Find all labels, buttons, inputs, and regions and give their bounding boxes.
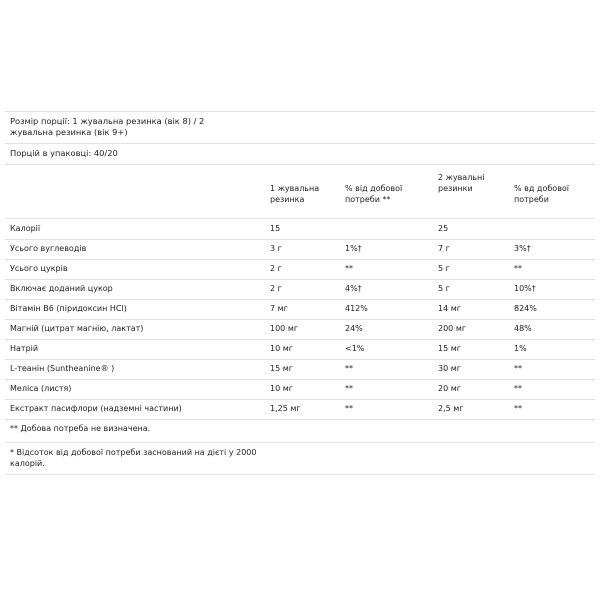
- row-name: L-теанін (Suntheanine® ): [10, 364, 115, 373]
- divider: [5, 319, 595, 320]
- row-amount-1: 100 мг: [270, 324, 299, 333]
- row-amount-2: 25: [438, 224, 449, 233]
- row-name: Меліса (листя): [10, 384, 72, 393]
- row-dv-1: 24%: [345, 324, 363, 333]
- footnote-no-dv: ** Добова потреба не визначена.: [10, 424, 151, 433]
- divider: [5, 218, 595, 219]
- row-name: Усього цукрів: [10, 264, 68, 273]
- row-amount-1: 1,25 мг: [270, 404, 301, 413]
- row-amount-1: 15 мг: [270, 364, 293, 373]
- row-amount-1: 7 мг: [270, 304, 288, 313]
- divider: [5, 164, 595, 165]
- divider: [5, 379, 595, 380]
- row-dv-2: **: [514, 404, 522, 413]
- row-dv-1: 412%: [345, 304, 368, 313]
- row-name: Екстракт пасифлори (надземні частини): [10, 404, 182, 413]
- row-amount-1: 10 мг: [270, 384, 293, 393]
- row-dv-2: 10%†: [514, 284, 536, 293]
- divider: [5, 419, 595, 420]
- row-dv-2: 824%: [514, 304, 537, 313]
- divider: [5, 442, 595, 443]
- row-dv-1: 1%†: [345, 244, 362, 253]
- row-amount-2: 20 мг: [438, 384, 461, 393]
- servings-per-container: Порцій в упаковці: 40/20: [10, 148, 118, 158]
- divider: [5, 143, 595, 144]
- divider: [5, 399, 595, 400]
- row-name: Калорії: [10, 224, 41, 233]
- row-dv-2: **: [514, 364, 522, 373]
- row-amount-2: 15 мг: [438, 344, 461, 353]
- row-amount-2: 200 мг: [438, 324, 467, 333]
- row-amount-2: 14 мг: [438, 304, 461, 313]
- divider: [5, 111, 595, 112]
- column-header-dv-1: % від добової потреби **: [345, 184, 403, 204]
- row-dv-2: 48%: [514, 324, 532, 333]
- row-dv-2: **: [514, 264, 522, 273]
- row-dv-1: 4%†: [345, 284, 362, 293]
- row-dv-1: <1%: [345, 344, 365, 353]
- serving-size: Розмір порції: 1 жувальна резинка (вік 8) / 2 жувальна резинка (вік 9+): [10, 116, 205, 137]
- row-dv-2: **: [514, 384, 522, 393]
- divider: [5, 239, 595, 240]
- row-name: Магній (цитрат магнію, лактат): [10, 324, 144, 333]
- row-dv-1: **: [345, 384, 353, 393]
- row-amount-2: 5 г: [438, 264, 450, 273]
- row-dv-1: **: [345, 264, 353, 273]
- row-amount-2: 2,5 мг: [438, 404, 464, 413]
- column-header-amount-1: 1 жувальна резинка: [270, 184, 320, 204]
- row-amount-2: 5 г: [438, 284, 450, 293]
- divider: [5, 339, 595, 340]
- row-name: Натрій: [10, 344, 39, 353]
- row-amount-2: 30 мг: [438, 364, 461, 373]
- row-dv-2: 3%†: [514, 244, 531, 253]
- row-amount-1: 2 г: [270, 264, 282, 273]
- row-dv-1: **: [345, 364, 353, 373]
- row-dv-2: 1%: [514, 344, 527, 353]
- row-amount-1: 2 г: [270, 284, 282, 293]
- row-name: Вітамін В6 (піридоксин HCl): [10, 304, 127, 313]
- divider: [5, 474, 595, 475]
- row-amount-1: 15: [270, 224, 281, 233]
- row-amount-1: 3 г: [270, 244, 282, 253]
- column-header-dv-2: % вд добової потреби: [514, 184, 570, 204]
- divider: [5, 299, 595, 300]
- row-name: Включає доданий цукор: [10, 284, 113, 293]
- divider: [5, 359, 595, 360]
- column-header-amount-2: 2 жувальні резинки: [438, 173, 485, 193]
- row-name: Усього вуглеводів: [10, 244, 87, 253]
- divider: [5, 259, 595, 260]
- row-amount-2: 7 г: [438, 244, 450, 253]
- footnote-percent-dv: * Відсоток від добової потреби заснований на дієті у 2000 калорій.: [10, 448, 257, 468]
- row-amount-1: 10 мг: [270, 344, 293, 353]
- row-dv-1: **: [345, 404, 353, 413]
- divider: [5, 279, 595, 280]
